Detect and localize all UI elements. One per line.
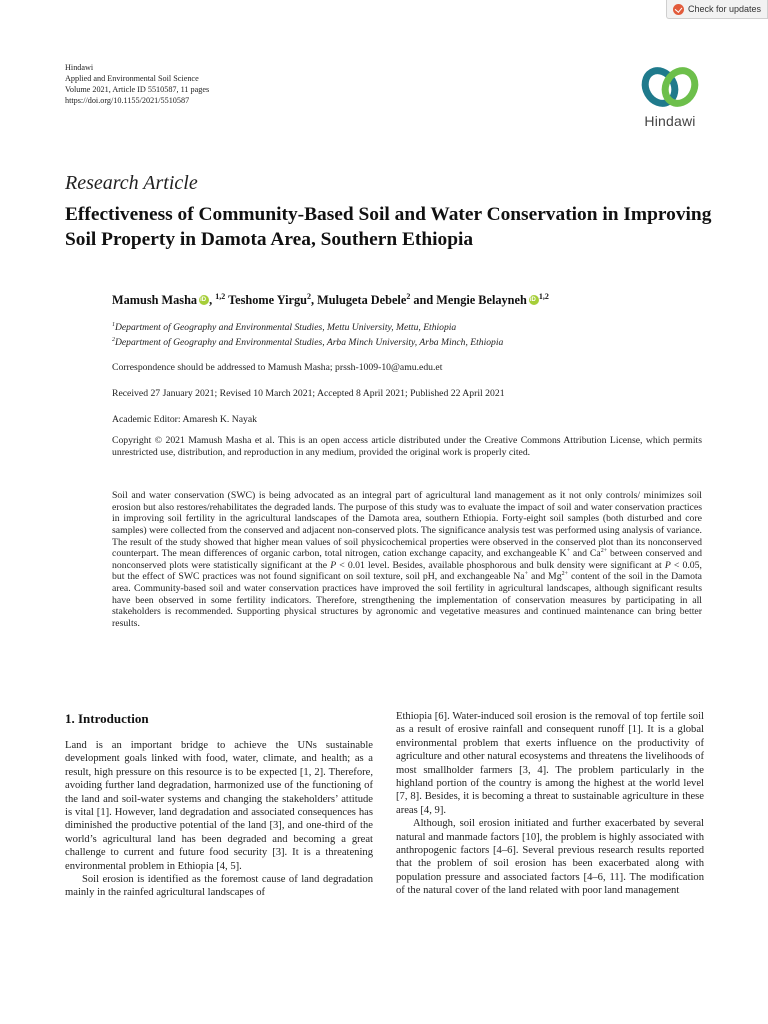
author-separator: , [209,293,216,308]
abstract-text: and Mg [528,571,562,583]
copyright-notice: Copyright © 2021 Mamush Masha et al. This is an open access article distributed under the Creative Commons Attribution License, which permits unrestricted use, distribution, and reproduction in any medium, provided the original work is properly cited. [112,435,702,458]
abstract-text: < 0.01 level. Besides, available phosphorous and bulk density were significant at [336,559,665,571]
journal-info [65,62,209,106]
affiliation-1 [112,322,456,333]
check-updates-label: Check for updates [688,4,762,14]
abstract-sup: 2+ [561,571,568,578]
author-affiliation: 1,2 [215,292,226,301]
affiliation-text: Department of Geography and Environmental Studies, Arba Minch University, Arba Minch, Ethiopia [115,337,504,349]
journal-publisher: Hindawi [65,63,94,72]
author-list [112,292,549,308]
paragraph: Land is an important bridge to achieve the UNs sustainable development goals linked with food, water, climate, and health; as a result, high pressure on this resource is to be expected [1, 2]. Therefore, avoiding further land degradation, harmonized use of the functioning of the land and soil-water systems and changing the stakeholders’ attitude is vital [1]. However, land degradation and associated consequences has diminished the productive potential of the land [3], and one-third of the world’s agricultural land has been degraded and becoming a great challenge to current and future food security [3]. It is a threatening environmental problem in Ethiopia [4, 5]. [65,740,373,872]
left-column [65,739,373,900]
author-name[interactable]: Mamush Masha [112,293,198,308]
abstract-sup: + [566,547,570,554]
abstract-italic: P [664,559,671,571]
author-name[interactable]: Mengie Belayneh [436,293,527,308]
journal-doi[interactable]: https://doi.org/10.1155/2021/5510587 [65,96,190,105]
author-affiliation: 2 [406,292,411,301]
affiliation-text: Department of Geography and Environmental Studies, Mettu University, Mettu, Ethiopia [115,322,457,334]
check-for-updates-button[interactable] [666,0,768,19]
paragraph: Although, soil erosion initiated and further exacerbated by several natural and manmade factors [10], the problem is highly associated with anthropogenic factors [4–6]. Several previous research results reported that the problem of soil erosion has been exacerbated along with population pressure and associated factors [4–6, 11]. The modification of the natural cover of the land related with poor land management [396,818,704,897]
orcid-icon[interactable] [199,295,209,305]
author-name[interactable]: Teshome Yirgu [228,293,308,308]
affiliation-2 [112,337,503,348]
section-heading-introduction: 1. Introduction [65,711,149,726]
author-affiliation: 1,2 [538,292,549,301]
paragraph: Soil erosion is identified as the foremost cause of land degradation mainly in the rainfed agricultural landscapes of [65,874,373,899]
author-separator: , [311,293,318,308]
affiliation-number: 1 [112,322,115,328]
article-type: Research Article [65,172,198,194]
abstract-text: and Ca [569,548,601,560]
author-separator: and [410,293,437,308]
journal-volume: Volume 2021, Article ID 5510587, 11 pages [65,85,210,94]
hindawi-logo-text: Hindawi [644,113,696,129]
abstract-sup: 2+ [600,547,608,554]
paragraph: Ethiopia [6]. Water-induced soil erosion is the removal of top fertile soil as a result of erosive rainfall and consequent runoff [1]. It is a global environmental problem that exerts influence on the productivity of agriculture and other natural ecosystems and threatens the livelihoods of most smallholder farmers [3, 4]. The problem particularly in the highland portion of the country is among the highest at the world level [7, 8]. Besides, it is becoming a threat to sustainable agriculture in these areas [4, 9]. [396,711,704,816]
journal-name: Applied and Environmental Soil Science [65,74,199,83]
abstract-text: content of the soil in the Damota area. Community-based soil and water conservation practices have improved the soil fertility in agricultural landscapes, although significant results have been observed in some fertility indicators. Therefore, strengthening the implementation of conservation measures by participating in all stakeholders is recommended. Supporting physical structures by agronomic and vegetative measures and continued maintenance can bring better results. [112,571,702,629]
right-column [396,710,704,898]
publication-dates: Received 27 January 2021; Revised 10 March 2021; Accepted 8 April 2021; Published 22 April 2021 [112,388,505,399]
check-updates-icon [673,4,684,15]
abstract-italic: P [330,559,337,571]
abstract-sup: + [524,571,529,578]
abstract-text: < 0.05, but the effect of SWC practices was not found significant on soil texture, soil pH, and exchangeable Na [112,559,702,583]
correspondence: Correspondence should be addressed to Mamush Masha; prssh-1009-10@amu.edu.et [112,362,443,373]
academic-editor: Academic Editor: Amaresh K. Nayak [112,414,257,425]
abstract-text: Soil and water conservation (SWC) is being advocated as an integral part of agricultural land management as it not only controls/ minimizes soil erosion but also restores/rehabilitates the degraded lands. The purpose of this study was to evaluate the impact of soil and water conservation practices in improving soil fertility in the agricultural landscapes of the Damota area, southern Ethiopia. Forty-eight soil samples (both disturbed and core samples) were collected from the conserved and adjacent non-conserved plots. The significance analysis test was performed using analysis of variance. The result of the study showed that higher mean values of soil physicochemical properties were observed in the conserved plot than its nonconserved counterpart. The mean differences of organic carbon, total nitrogen, cation exchange capacity, and exchangeable K [112,490,702,560]
author-name[interactable]: Mulugeta Debele [317,293,407,308]
article-title: Effectiveness of Community-Based Soil and Water Conservation in Improving Soil Property in Damota Area, Southern Ethiopia [65,204,712,250]
abstract [112,490,702,630]
abstract-text: between conserved and nonconserved plots were statistically significant at the [112,548,702,571]
orcid-icon[interactable] [529,295,539,305]
author-affiliation: 2 [307,292,312,301]
affiliation-number: 2 [112,337,115,343]
